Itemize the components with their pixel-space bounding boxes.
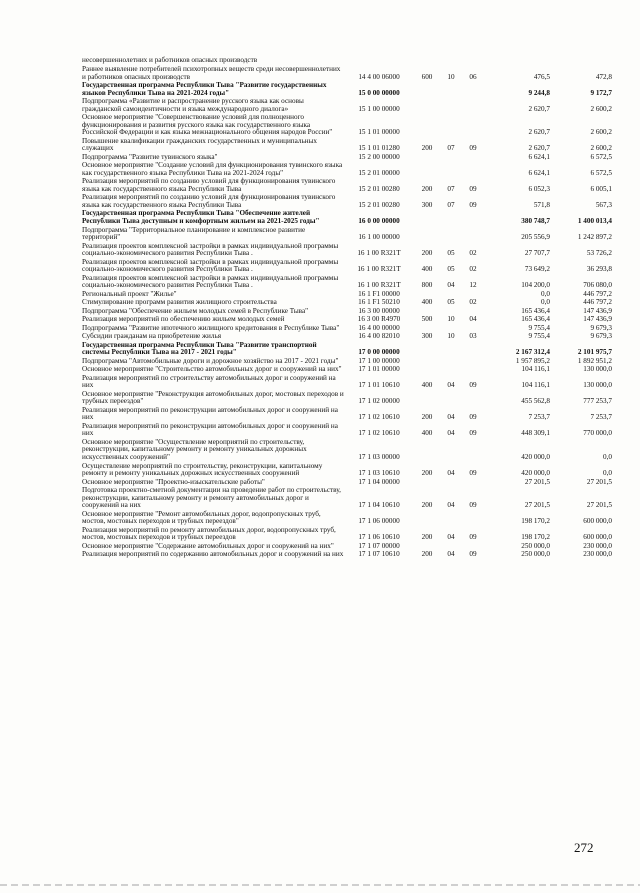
table-row: [82, 194, 612, 210]
row-amount-year2-cell: 1 400 013,4: [577, 217, 612, 226]
row-subsection-cell: [462, 57, 484, 65]
table-row: [82, 114, 612, 138]
row-target-code-cell: 17 1 07 00000: [358, 541, 400, 550]
row-amount-year2-cell: 2 101 975,7: [577, 348, 612, 357]
row-target-code-cell: 16 4 00 00000: [358, 323, 400, 332]
row-amount-year2-cell: 27 201,5: [586, 477, 612, 486]
table-row: [82, 422, 612, 438]
row-amount-year1-cell: 250 000,0: [521, 541, 550, 550]
row-section-cell: 04: [447, 469, 455, 478]
row-expense-type-cell: [414, 226, 440, 242]
row-target-code-cell: 17 1 00 00000: [358, 356, 400, 365]
row-target-code-cell: 15 0 00 00000: [358, 88, 400, 97]
row-subsection-cell: [462, 162, 484, 178]
row-subsection-cell: 09: [469, 550, 477, 559]
row-amount-year1-cell: 380 748,7: [521, 217, 550, 226]
row-amount-year1-cell: 198 170,2: [521, 517, 550, 526]
row-expense-type-cell: [414, 114, 440, 138]
row-subsection-cell: [462, 390, 484, 406]
table-row: [82, 316, 612, 324]
row-amount-year1-cell: 9 755,4: [528, 323, 550, 332]
row-amount-year2-cell: 777 253,7: [583, 397, 612, 406]
row-expense-type-cell: [414, 57, 440, 65]
row-subsection-cell: [462, 357, 484, 365]
row-amount-year2-cell: 1 242 897,2: [577, 233, 612, 242]
row-section-cell: [440, 366, 462, 374]
row-target-code-cell: 17 1 07 10610: [358, 550, 400, 559]
row-section-cell: 10: [447, 315, 455, 324]
row-expense-type-cell: 200: [421, 501, 433, 510]
row-section-cell: 04: [447, 533, 455, 542]
row-amount-year2-cell: 0,0: [603, 453, 612, 462]
row-amount-year1-cell: 6 624,1: [528, 152, 550, 161]
row-name-cell: Реализация мероприятий по созданию условий для функционирования тувинского языка как государственного языка Республики Тыва: [82, 177, 336, 193]
row-name-cell: Государственная программа Республики Тыва "Развитие транспортной системы Республики Тыва на 2017 - 2021 годы": [82, 340, 317, 357]
row-section-cell: [440, 57, 462, 65]
row-section-cell: 07: [447, 184, 455, 193]
row-expense-type-cell: 400: [421, 265, 433, 274]
row-expense-type-cell: 300: [421, 201, 433, 209]
row-name-cell: Подпрограмма "Развитие ипотечного жилищного кредитования в Республике Тыва": [82, 323, 340, 332]
row-amount-year1-cell: 104 116,1: [521, 365, 550, 374]
row-amount-year2-cell: 446 797,2: [583, 298, 612, 307]
row-subsection-cell: [462, 114, 484, 138]
row-name-cell: Подпрограмма "Развитие тувинского языка": [82, 152, 218, 161]
table-row: [82, 98, 612, 114]
row-name-cell: Основное мероприятие "Создание условий для функционирования тувинского языка как государственного языка Республики Тыва на 2021-2024 годы": [82, 161, 343, 177]
row-subsection-cell: [462, 98, 484, 114]
row-expense-type-cell: [414, 366, 440, 374]
table-row: [82, 438, 612, 462]
row-name-cell: Региональный проект "Жилье": [82, 289, 177, 298]
row-name-cell: несовершеннолетних и работников опасных производств: [82, 56, 258, 65]
row-target-code-cell: 16 1 00 R321T: [357, 249, 401, 258]
row-name-cell: Подпрограмма «Развитие и распространение русского языка как основы гражданской самоидентичности и языка международного диалога»: [82, 97, 304, 113]
table-row: [82, 242, 612, 258]
row-amount-year1-cell: 27 707,7: [524, 249, 550, 258]
row-section-cell: [440, 162, 462, 178]
row-amount-year1-cell: 1 957 895,2: [515, 356, 550, 365]
row-name-cell: Основное мероприятие "Строительство автомобильных дорог и сооружений на них": [82, 365, 342, 374]
table-row: [82, 178, 612, 194]
table-row: [82, 487, 612, 511]
row-subsection-cell: 09: [469, 413, 477, 422]
row-amount-year2-cell: 147 436,9: [583, 315, 612, 324]
row-amount-year1-cell: 9 244,8: [528, 88, 550, 97]
row-name-cell: Реализация проектов комплексной застройки в рамках индивидуальной программы социально-экономического развития Республики Тыва .: [82, 273, 339, 290]
row-subsection-cell: 02: [469, 298, 477, 307]
row-section-cell: 04: [447, 501, 455, 510]
row-name-cell: Государственная программа Республики Тыва "Обеспечение жителей Республики Тыва доступным и комфортным жильем на 2021-2025 годы": [82, 209, 320, 226]
row-target-code-cell: 15 2 00 00000: [358, 152, 400, 161]
row-amount-year1-cell: 455 562,8: [521, 397, 550, 406]
row-target-code-cell: 17 0 00 00000: [358, 348, 400, 357]
row-amount-year1-cell: 7 253,7: [528, 413, 550, 422]
row-subsection-cell: [462, 210, 484, 226]
row-name-cell: Субсидии гражданам на приобретение жилья: [82, 332, 222, 341]
table-row: [82, 510, 612, 526]
table-row: [82, 299, 612, 307]
row-amount-year2-cell: 706 080,0: [583, 281, 612, 290]
row-section-cell: 05: [447, 249, 455, 258]
row-subsection-cell: 06: [469, 72, 477, 81]
table-row: [82, 82, 612, 98]
row-subsection-cell: 09: [469, 429, 477, 438]
row-section-cell: [440, 226, 462, 242]
row-name-cell: Осуществление мероприятий по строительству, реконструкции, капитальному ремонту и ремонту уникальных дорожных искусственных сооружений: [82, 461, 323, 478]
row-subsection-cell: 09: [469, 533, 477, 542]
row-expense-type-cell: [414, 341, 440, 357]
row-amount-year2-cell: 230 000,0: [583, 550, 612, 559]
row-name-cell: Основное мероприятие "Содержание автомобильных дорог и сооружений на них": [82, 541, 334, 550]
row-name-cell: Реализация мероприятий по содержанию автомобильных дорог и сооружений на них: [82, 550, 344, 559]
row-subsection-cell: [462, 366, 484, 374]
row-name-cell: Реализация проектов комплексной застройки в рамках индивидуальной программы социально-экономического развития Республики Тыва .: [82, 241, 339, 258]
row-expense-type-cell: 300: [421, 332, 433, 341]
row-expense-type-cell: [414, 98, 440, 114]
row-amount-year1-cell: 2 167 312,4: [515, 348, 550, 357]
row-target-code-cell: 17 1 02 00000: [358, 397, 400, 406]
row-name-cell: Основное мероприятие "Осуществление мероприятий по строительству, реконструкции, капитальному ремонту и ремонту уникальных дорожных искусственных сооружений": [82, 437, 307, 462]
row-amount-year1-cell: 27 201,5: [524, 501, 550, 510]
row-expense-type-cell: [414, 438, 440, 462]
row-subsection-cell: 04: [469, 315, 477, 324]
row-subsection-cell: 03: [469, 332, 477, 341]
row-section-cell: 07: [447, 201, 455, 209]
row-amount-year2-cell: 600 000,0: [583, 517, 612, 526]
row-amount-year1-cell: 104 116,1: [521, 381, 550, 390]
row-name-cell: Стимулирование программ развития жилищного строительства: [82, 298, 277, 307]
row-section-cell: 05: [447, 298, 455, 307]
row-amount-year1-cell: 250 000,0: [521, 550, 550, 559]
row-amount-year2-cell: 130 000,0: [583, 381, 612, 390]
row-section-cell: 04: [447, 413, 455, 422]
row-expense-type-cell: [414, 82, 440, 98]
row-expense-type-cell: 200: [421, 184, 433, 193]
row-amount-year2-cell: 130 000,0: [583, 365, 612, 374]
row-target-code-cell: 16 1 00 R321T: [357, 265, 401, 274]
row-amount-year1-cell: 9 755,4: [528, 332, 550, 341]
row-name-cell: Реализация проектов комплексной застройки в рамках индивидуальной программы социально-экономического развития Республики Тыва .: [82, 257, 339, 274]
row-subsection-cell: [462, 153, 484, 161]
row-subsection-cell: 02: [469, 249, 477, 258]
row-subsection-cell: 09: [469, 144, 477, 153]
row-target-code-cell: 15 2 01 00280: [358, 201, 400, 209]
row-amount-year1-cell: 2 620,7: [528, 104, 550, 113]
row-section-cell: 07: [447, 144, 455, 153]
table-row: [82, 274, 612, 290]
row-target-code-cell: [344, 57, 414, 65]
row-target-code-cell: 17 1 04 00000: [358, 477, 400, 486]
row-amount-year2-cell: 230 000,0: [583, 541, 612, 550]
row-target-code-cell: 15 1 01 00000: [358, 128, 400, 137]
row-section-cell: [440, 153, 462, 161]
table-row: [82, 226, 612, 242]
row-subsection-cell: 02: [469, 265, 477, 274]
table-row: [82, 390, 612, 406]
row-target-code-cell: 17 1 06 00000: [358, 517, 400, 526]
row-subsection-cell: 09: [469, 469, 477, 478]
row-amount-year1-cell: 205 556,9: [521, 233, 550, 242]
row-name-cell: Основное мероприятие "Ремонт автомобильных дорог, водопропускных труб, мостов, мостовых переходов и трубных переездов": [82, 509, 321, 526]
table-row: [82, 374, 612, 390]
row-amount-year2-cell: 6 005,1: [590, 184, 612, 193]
row-expense-type-cell: 600: [421, 72, 433, 81]
row-target-code-cell: 16 1 F1 50210: [358, 298, 400, 307]
row-amount-year1-cell: 2 620,7: [528, 144, 550, 153]
budget-table: [82, 57, 612, 559]
row-section-cell: [440, 510, 462, 526]
row-name-cell: Основное мероприятие "Совершенствование условий для полноценного функционирования и развития русского языка как государственного языка Российской Федерации и как языка межнационального общения народов России": [82, 113, 333, 137]
row-section-cell: [440, 357, 462, 365]
row-subsection-cell: [462, 226, 484, 242]
table-row: [82, 162, 612, 178]
row-section-cell: 04: [447, 381, 455, 390]
row-expense-type-cell: 200: [421, 144, 433, 153]
row-amount-year2-cell: 2 600,2: [590, 144, 612, 153]
row-target-code-cell: 16 1 F1 00000: [358, 289, 400, 298]
table-row: [82, 210, 612, 226]
row-section-cell: 10: [447, 72, 455, 81]
row-name-cell: Основное мероприятие "Проектно-изыскательские работы": [82, 477, 265, 486]
row-expense-type-cell: 200: [421, 550, 433, 559]
row-subsection-cell: [462, 478, 484, 486]
row-section-cell: 10: [447, 332, 455, 341]
row-expense-type-cell: [414, 357, 440, 365]
row-amount-year1-cell: 165 436,4: [521, 306, 550, 315]
row-target-code-cell: 15 1 01 01280: [358, 144, 400, 153]
row-expense-type-cell: 400: [421, 298, 433, 307]
row-name-cell: Подпрограмма "Территориальное планирование и комплексное развитие территорий": [82, 225, 306, 242]
table-row: [82, 406, 612, 422]
table-row: [82, 137, 612, 153]
table-row: [82, 258, 612, 274]
row-target-code-cell: 17 1 03 10610: [358, 469, 400, 478]
row-name-cell: Повышение квалификации гражданских государственных и муниципальных служащих: [82, 136, 318, 153]
row-section-cell: [440, 438, 462, 462]
row-subsection-cell: [462, 510, 484, 526]
row-name-cell: Подготовка проектно-сметной документации на проведение работ по строительству, реконструкции, капитальному ремонту и ремонту автомобильных дорог и сооружений на них: [82, 486, 341, 510]
row-amount-year2-cell: 472,8: [595, 72, 612, 81]
row-section-cell: [440, 210, 462, 226]
row-expense-type-cell: 500: [421, 315, 433, 324]
table-row: [82, 341, 612, 357]
row-subsection-cell: [462, 341, 484, 357]
row-amount-year1-cell: 0,0: [541, 298, 550, 307]
row-subsection-cell: 09: [469, 381, 477, 390]
row-amount-year1-cell: 476,5: [533, 72, 550, 81]
row-amount-year2-cell: 9 679,3: [590, 332, 612, 341]
row-target-code-cell: 17 1 02 10610: [358, 413, 400, 422]
row-amount-year2-cell: 27 201,5: [586, 501, 612, 510]
row-amount-year1-cell: 165 436,4: [521, 315, 550, 324]
row-expense-type-cell: [414, 210, 440, 226]
row-amount-year2-cell: 7 253,7: [590, 413, 612, 422]
row-amount-year2-cell: 0,0: [603, 469, 612, 478]
row-section-cell: 04: [447, 429, 455, 438]
row-target-code-cell: 16 4 00 82010: [358, 332, 400, 341]
row-name-cell: Реализация мероприятий по ремонту автомобильных дорог, водопропускных труб, мостов, мостовых переходов и трубных переездов: [82, 525, 336, 542]
row-expense-type-cell: [414, 478, 440, 486]
scan-edge-divider: [0, 884, 640, 886]
row-target-code-cell: 17 1 01 00000: [358, 365, 400, 374]
row-section-cell: [440, 478, 462, 486]
row-name-cell: Реализация мероприятий по обеспечению жильем молодых семей: [82, 315, 285, 324]
row-target-code-cell: 16 1 00 00000: [358, 233, 400, 242]
table-row: [82, 65, 612, 81]
row-amount-year1-cell: 198 170,2: [521, 533, 550, 542]
table-row: [82, 366, 612, 374]
row-amount-year2-cell: 9 172,7: [590, 88, 612, 97]
row-target-code-cell: 15 2 01 00000: [358, 168, 400, 177]
row-name-cell: Государственная программа Республики Тыва "Развитие государственных языков Республики Тыва на 2021-2024 годы": [82, 80, 327, 97]
page-number: 272: [574, 840, 594, 855]
row-amount-year2-cell: 2 600,2: [590, 128, 612, 137]
row-amount-year2-cell: 53 726,2: [586, 249, 612, 258]
row-expense-type-cell: 400: [421, 381, 433, 390]
row-amount-year2-cell: 567,3: [595, 201, 612, 209]
budget-table-body: [82, 57, 612, 559]
row-section-cell: [440, 114, 462, 138]
row-amount-year1-cell: 571,8: [533, 201, 550, 209]
row-name-cell: Подпрограмма "Обеспечение жильем молодых семей в Республике Тыва": [82, 306, 309, 315]
row-amount-year2-cell: 2 600,2: [590, 104, 612, 113]
row-expense-type-cell: [414, 390, 440, 406]
row-expense-type-cell: 200: [421, 533, 433, 542]
row-section-cell: 04: [447, 550, 455, 559]
row-target-code-cell: 14 4 00 06000: [358, 72, 400, 81]
row-amount-year2-cell: 147 436,9: [583, 306, 612, 315]
row-amount-year1-cell: 73 649,2: [524, 265, 550, 274]
row-section-cell: [440, 390, 462, 406]
row-name-cell: Реализация мероприятий по строительству автомобильных дорог и сооружений на них: [82, 373, 336, 390]
table-row: [82, 526, 612, 542]
row-amount-year2-cell: 446 797,2: [583, 289, 612, 298]
row-amount-year1-cell: 0,0: [541, 289, 550, 298]
row-section-cell: [440, 341, 462, 357]
row-name-cell: Раннее выявление потребителей психотропных веществ среди несовершеннолетних и работников опасных производств: [82, 64, 341, 81]
row-amount-year2-cell: 9 679,3: [590, 323, 612, 332]
row-expense-type-cell: 400: [421, 429, 433, 438]
row-expense-type-cell: [414, 510, 440, 526]
row-expense-type-cell: 200: [421, 413, 433, 422]
table-row: [82, 333, 612, 341]
row-amount-year2-cell: 36 293,8: [586, 265, 612, 274]
row-target-code-cell: 17 1 02 10610: [358, 429, 400, 438]
row-target-code-cell: 16 1 00 R321T: [357, 281, 401, 290]
row-subsection-cell: 09: [469, 501, 477, 510]
row-amount-year2-cell: 600 000,0: [583, 533, 612, 542]
row-name-cell: Реализация мероприятий по созданию условий для функционирования тувинского языка как государственного языка Республики Тыва: [82, 193, 336, 209]
row-amount-year2-cell: 6 572,5: [590, 168, 612, 177]
row-amount-year1-cell: 420 000,0: [521, 469, 550, 478]
row-section-cell: [440, 98, 462, 114]
row-amount-year1-cell: [484, 57, 550, 65]
row-section-cell: 04: [447, 281, 455, 290]
row-target-code-cell: 17 1 06 10610: [358, 533, 400, 542]
row-name-cell: Реализация мероприятий по реконструкции автомобильных дорог и сооружений на них: [82, 421, 338, 438]
row-amount-year1-cell: 2 620,7: [528, 128, 550, 137]
row-expense-type-cell: [414, 162, 440, 178]
row-name-cell: Реализация мероприятий по реконструкции автомобильных дорог и сооружений на них: [82, 405, 338, 422]
row-amount-year1-cell: 6 624,1: [528, 168, 550, 177]
row-target-code-cell: 17 1 04 10610: [358, 501, 400, 510]
row-amount-year2-cell: 6 572,5: [590, 152, 612, 161]
row-target-code-cell: 16 3 00 00000: [358, 306, 400, 315]
row-section-cell: 05: [447, 265, 455, 274]
row-subsection-cell: 09: [469, 184, 477, 193]
row-subsection-cell: 09: [469, 201, 477, 209]
row-subsection-cell: [462, 82, 484, 98]
row-name-cell: Основное мероприятие "Реконструкция автомобильных дорог, мостовых переходов и трубных переездов": [82, 389, 344, 406]
row-expense-type-cell: 200: [421, 469, 433, 478]
row-section-cell: [440, 82, 462, 98]
table-row: [82, 462, 612, 478]
row-amount-year2-cell: 770 000,0: [583, 429, 612, 438]
row-amount-year2-cell: 1 892 951,2: [577, 356, 612, 365]
row-amount-year2-cell: [550, 57, 612, 65]
row-name-cell: Подпрограмма "Автомобильные дороги и дорожное хозяйство на 2017 - 2021 годы": [82, 356, 339, 365]
row-expense-type-cell: 200: [421, 249, 433, 258]
table-row: [82, 551, 612, 559]
row-subsection-cell: 12: [469, 281, 477, 290]
row-amount-year1-cell: 448 309,1: [521, 429, 550, 438]
row-amount-year1-cell: 420 000,0: [521, 453, 550, 462]
row-expense-type-cell: 800: [421, 281, 433, 290]
row-target-code-cell: 17 1 01 10610: [358, 381, 400, 390]
row-target-code-cell: 16 0 00 00000: [358, 217, 400, 226]
row-amount-year1-cell: 104 200,0: [521, 281, 550, 290]
row-target-code-cell: 16 3 00 R4970: [357, 315, 401, 324]
row-amount-year1-cell: 27 201,5: [524, 477, 550, 486]
row-target-code-cell: 15 2 01 00280: [358, 184, 400, 193]
row-expense-type-cell: [414, 153, 440, 161]
row-subsection-cell: [462, 438, 484, 462]
row-amount-year1-cell: 6 052,3: [528, 184, 550, 193]
row-target-code-cell: 15 1 00 00000: [358, 104, 400, 113]
row-target-code-cell: 17 1 03 00000: [358, 453, 400, 462]
